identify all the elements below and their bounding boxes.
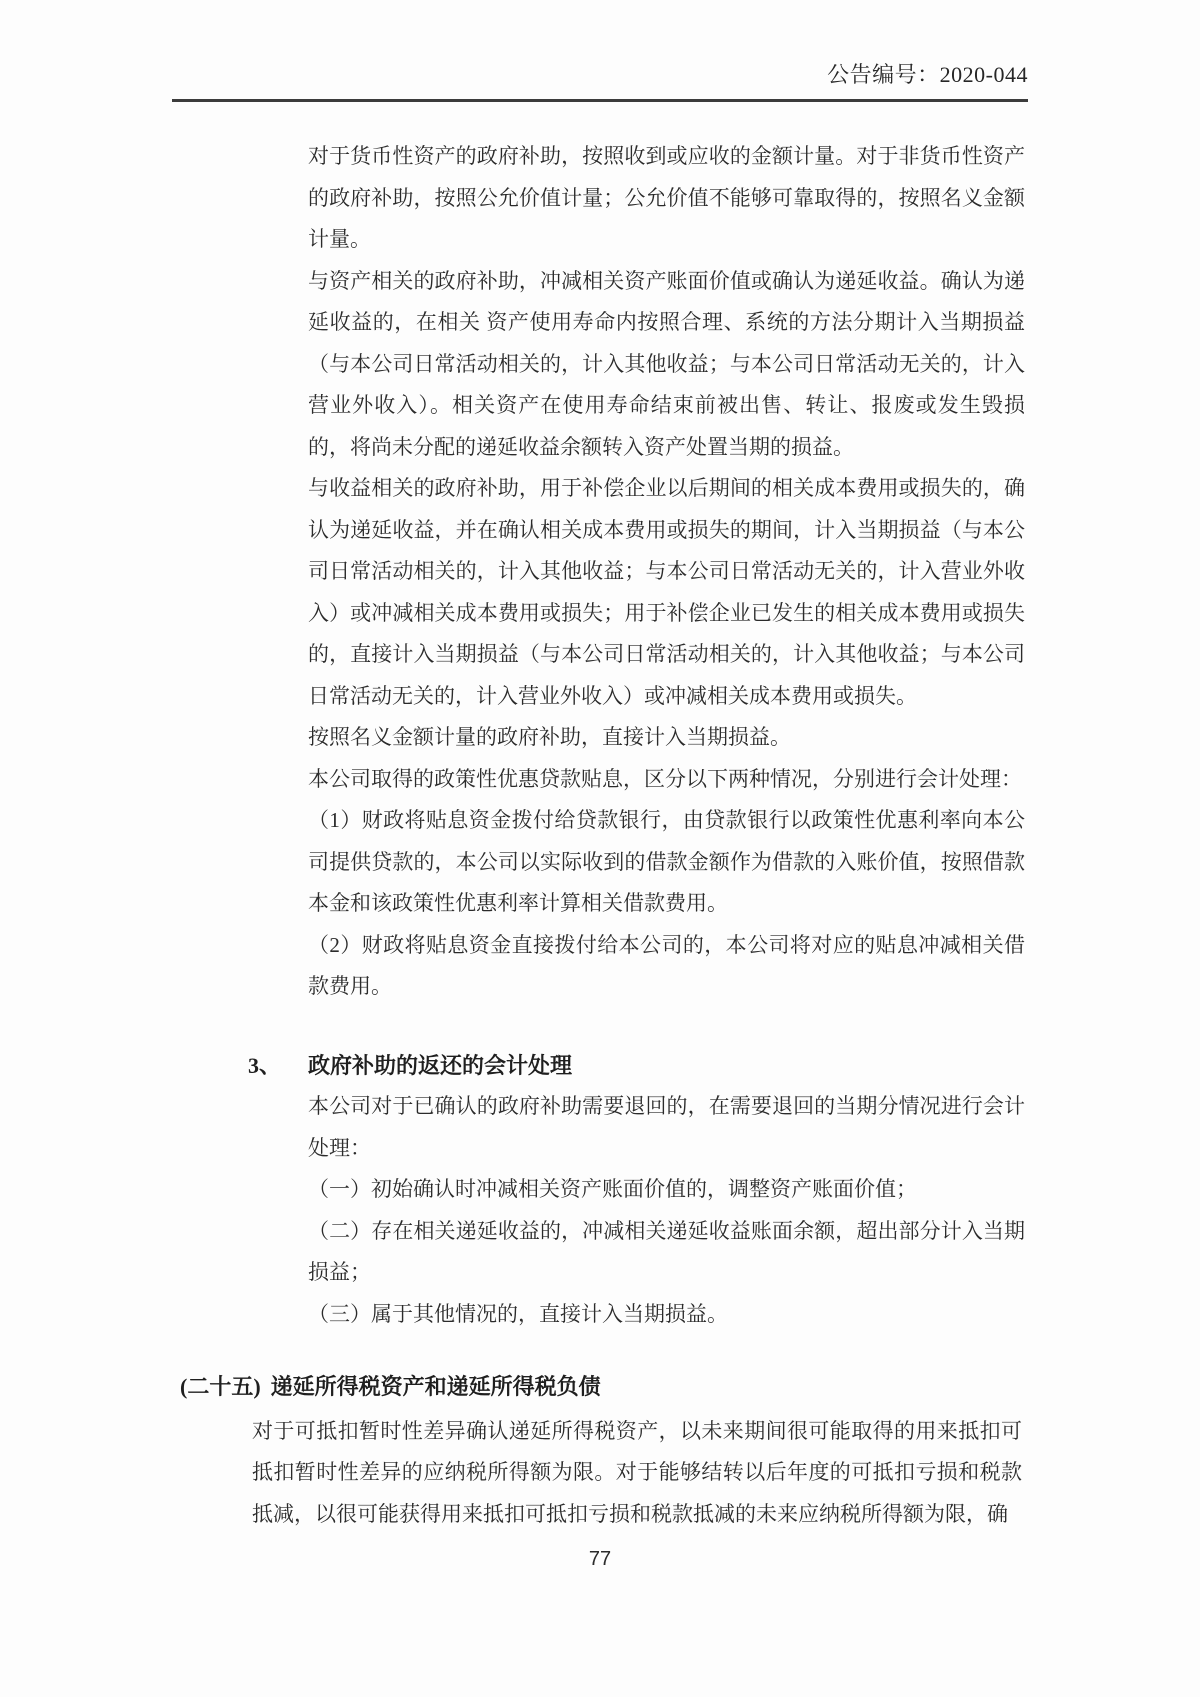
paragraph-policy-loan-case-1: （1）财政将贴息资金拨付给贷款银行，由贷款银行以政策性优惠利率向本公司提供贷款的，本公司以实际收到的借款金额作为借款的入账价值，按照借款本金和该政策性优惠利率计算相关借款费用。 bbox=[308, 808, 1025, 915]
paragraph-income-related-subsidy: 与收益相关的政府补助，用于补偿企业以后期间的相关成本费用或损失的，确认为递延收益，并在确认相关成本费用或损失的期间，计入当期损益（与本公司日常活动相关的，计入其他收益；与本公司日常活动无关的，计入营业外收入）或冲减相关成本费用或损失；用于补偿企业已发生的相关成本费用或损失的，直接计入当期损益（与本公司日常活动相关的，计入其他收益；与本公司日常活动无关的，计入营业外收入）或冲减相关成本费用或损失。 bbox=[308, 476, 1025, 708]
document-body bbox=[0, 136, 1200, 1535]
section-25-body bbox=[0, 1411, 1200, 1536]
paragraph-deferred-tax-asset: 对于可抵扣暂时性差异确认递延所得税资产，以未来期间很可能取得的用来抵扣可抵扣暂时性差异的应纳税所得额为限。对于能够结转以后年度的可抵扣亏损和税款抵减，以很可能获得用来抵扣可抵扣亏损和税款抵减的未来应纳税所得额为限，确 bbox=[252, 1418, 1022, 1526]
section-25-title: 递延所得税资产和递延所得税负债 bbox=[270, 1374, 601, 1399]
header-divider bbox=[172, 99, 1028, 102]
section-3-body bbox=[0, 1086, 1200, 1335]
paragraph-government-subsidy-measurement: 对于货币性资产的政府补助，按照收到或应收的金额计量。对于非货币性资产的政府补助，按照公允价值计量；公允价值不能够可靠取得的，按照名义金额计量。 bbox=[308, 144, 1025, 251]
paragraph-refund-case-1: （一）初始确认时冲减相关资产账面价值的，调整资产账面价值； bbox=[308, 1177, 917, 1201]
paragraph-refund-case-3: （三）属于其他情况的，直接计入当期损益。 bbox=[308, 1301, 728, 1326]
section-3-title: 政府补助的返还的会计处理 bbox=[308, 1052, 573, 1078]
paragraph-refund-case-2: （二）存在相关递延收益的，冲减相关递延收益账面余额，超出部分计入当期损益； bbox=[308, 1218, 1025, 1284]
page-number: 77 bbox=[588, 1548, 612, 1570]
section-3-heading bbox=[248, 1045, 1200, 1087]
section-25-number: (二十五) bbox=[180, 1374, 261, 1399]
section-3-number: 3、 bbox=[248, 1052, 282, 1078]
paragraph-policy-loan-discount-intro: 本公司取得的政策性优惠贷款贴息，区分以下两种情况，分别进行会计处理： bbox=[308, 766, 1022, 791]
paragraph-asset-related-subsidy: 与资产相关的政府补助，冲减相关资产账面价值或确认为递延收益。确认为递延收益的，在相关 资产使用寿命内按照合理、系统的方法分期计入当期损益（与本公司日常活动相关的，计入其他收益；与本公司日常活动无关的，计入营业外收入）。相关资产在使用寿命结束前被出售、转让、报废或发生毁损的，将尚未分配的递延收益余额转入资产处置当期的损益。 bbox=[308, 268, 1025, 459]
paragraph-nominal-amount-subsidy: 按照名义金额计量的政府补助，直接计入当期损益。 bbox=[308, 725, 791, 749]
section-25-heading bbox=[180, 1366, 1200, 1408]
paragraph-policy-loan-case-2: （2）财政将贴息资金直接拨付给本公司的，本公司将对应的贴息冲减相关借款费用。 bbox=[308, 932, 1025, 998]
notice-number: 公告编号：2020-044 bbox=[827, 62, 1028, 87]
paragraph-subsidy-refund-intro: 本公司对于已确认的政府补助需要退回的，在需要退回的当期分情况进行会计处理： bbox=[308, 1094, 1025, 1160]
